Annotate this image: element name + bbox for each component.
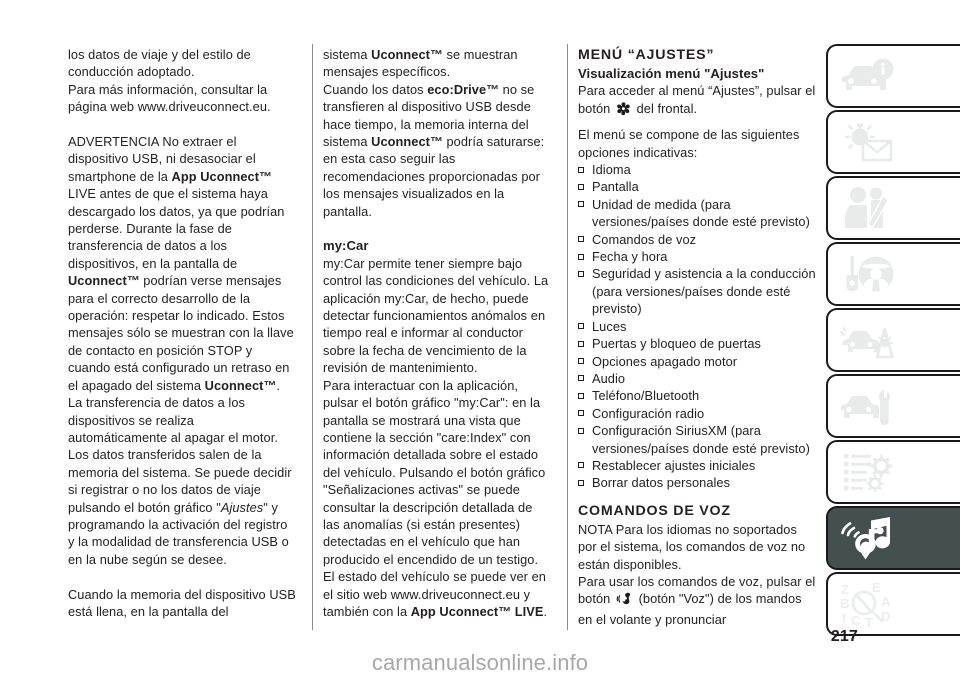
paragraph-menu-compone: El menú se compone de las siguientes opciones indicativas: [578,127,800,160]
square-bullet-icon [578,375,584,381]
key-steering-wheel-icon [836,250,900,298]
text-frag: se muestran mensajes específicos. [323,47,518,80]
square-bullet-icon [578,236,584,242]
sidebar-tab-emergency[interactable] [826,308,960,372]
list-item [578,318,818,335]
text-frag: no se transfieren al dispositivo USB desde hace tiempo, la memoria interna del sistema [323,81,535,150]
warning-paragraph [68,133,296,568]
list-item [578,248,818,265]
list-item-label: Seguridad y asistencia a la conducción (para versiones/países donde esté previsto) [592,266,816,317]
subsection-title-visualizacion: Visualización menú "Ajustes" [578,66,765,81]
warning-text-3: podrían verse mensajes para el correcto desarrollo de la operación: respetar lo indicado. Estos mensajes sólo se muestran con la llave de contacto en posición STOP y cuando está configurado un retraso en el apagado del sistema [68,273,294,393]
text-frag: Para interactuar con la aplicación, pulsar el botón gráfico "my:Car": en la pantalla se mostrará una vista que contiene la sección "care:Index" con información detallada sobre el estado del vehículo. Pulsando el botón gráfico "Señalizaciones activas" se puede consultar la descripción detallada de las anomalías (si están presentes) detectadas en el vehículo que han producido el encendido de un testigo. El estado del vehículo se puede ver en el sitio web www.driveuconnect.eu y también con la [323,377,546,619]
list-item [578,474,818,491]
warning-text-5: " y programando la activación del registro y la modalidad de transferencia USB o en la nube según se desee. [68,499,289,567]
svg-text:A: A [881,594,891,609]
dashboard-mail-icon [836,118,900,166]
uconnect-bold-2: Uconnect™ [68,273,140,289]
list-item-label: Configuración radio [592,405,705,421]
uconnect-bold-3: Uconnect™ [204,377,277,393]
multimedia-music-icon [836,514,900,562]
settings-menu-list [578,161,818,492]
text-frag: . [543,603,548,619]
chapter-tab-rail [826,44,960,636]
text-column-2 [323,46,551,620]
heading-mycar: my:Car [323,238,369,254]
list-item-label: Comandos de voz [592,231,697,247]
ajustes-italic: Ajustes [220,499,264,515]
square-bullet-icon [578,428,584,434]
svg-text:Z: Z [841,582,849,597]
list-item [578,265,818,317]
square-bullet-icon [578,254,584,260]
paragraph: los datos de viaje y del estilo de conducción adoptado. [68,47,251,80]
square-bullet-icon [578,201,584,207]
text-column-1 [68,46,296,620]
list-item [578,178,818,195]
ecodrive-bold: eco:Drive™ [427,81,500,97]
paragraph [323,377,551,621]
index-search-icon [836,580,900,628]
paragraph: Para más información, consultar la página web www.driveuconnect.eu. [68,81,271,115]
square-bullet-icon [578,410,584,416]
list-item [578,457,818,474]
square-bullet-icon [578,358,584,364]
warning-text-1: ADVERTENCIA No extraer el dispositivo USB, ni desasociar el smartphone de la [68,134,256,184]
square-bullet-icon [578,184,584,190]
list-item-label: Pantalla [592,179,639,195]
car-info-icon [836,52,900,100]
list-item [578,231,818,248]
text-frag: (botón "Voz") de los mandos en el volante y pronunciar [578,591,802,627]
paragraph: my:Car permite tener siempre bajo control las condiciones del vehículo. La aplicación my:Car, de hecho, puede detectar funcionamientos anómalos en tiempo real e informar al conductor sobre la fecha de vencimiento de la revisión de mantenimiento. [323,255,549,376]
list-item-label: Luces [592,318,627,334]
svg-text:B: B [840,596,850,611]
list-item [578,405,818,422]
page-columns [68,46,828,636]
section-title-comandos-de-voz: COMANDOS DE VOZ [578,502,731,519]
sidebar-tab-starting-driving[interactable] [826,242,960,306]
warning-text-2: LIVE antes de que el sistema haya descargado los datos, ya que podrían perderse. Durante la fase de transferencia de datos a los dispositivos, en la pantalla de [68,186,285,271]
page-number: 217 [830,628,858,645]
gear-icon [616,101,631,120]
sidebar-tab-car-info[interactable] [826,44,960,108]
warning-text-4: . La transferencia de datos a los dispositivos se realiza automáticamente al apagar el motor. Los datos transferidos salen de la memoria del sistema. Se puede decidir si registrar o no los datos de viaje pulsando el botón gráfico " [68,377,292,515]
text-frag: Cuando los datos [323,81,428,97]
car-warning-triangle-icon [836,316,900,364]
list-item [578,370,818,387]
square-bullet-icon [578,393,584,399]
watermark: carmanualsonline.info [371,650,589,675]
sidebar-tab-maintenance[interactable] [826,374,960,438]
svg-text:I: I [842,611,846,626]
paragraph [323,46,551,81]
list-item-label: Configuración SiriusXM (para versiones/países donde esté previsto) [592,423,810,456]
list-item [578,387,818,404]
specs-gears-icon [836,448,900,496]
list-item [578,353,818,370]
list-item-label: Audio [592,370,626,386]
paragraph-usar-comandos [578,573,818,628]
square-bullet-icon [578,341,584,347]
svg-text:D: D [881,609,891,624]
voice-button-icon [616,591,633,610]
app-uconnect-live-bold: App Uconnect™ LIVE [410,603,544,619]
seatbelt-passenger-icon [836,184,900,232]
list-item-label: Restablecer ajustes iniciales [592,457,756,473]
sidebar-tab-dashboard-mail[interactable] [826,110,960,174]
paragraph [323,81,551,220]
square-bullet-icon [578,462,584,468]
list-item-label: Borrar datos personales [592,475,731,491]
paragraph: Cuando la memoria del dispositivo USB está llena, en la pantalla del [68,586,296,619]
text-frag: del frontal. [632,100,698,116]
paragraph-acceder-menu [578,82,818,120]
sidebar-tab-safety[interactable] [826,176,960,240]
svg-text:C: C [851,613,861,628]
list-item-label: Teléfono/Bluetooth [592,388,700,404]
list-item [578,335,818,352]
text-frag: podría saturarse: en esta caso seguir las recomendaciones proporcionadas por los mensajes visualizados en la pantalla. [323,134,545,219]
list-item-label: Fecha y hora [592,249,668,265]
square-bullet-icon [578,167,584,173]
svg-text:E: E [872,580,881,595]
uconnect-bold: Uconnect™ [371,47,443,62]
list-item [578,161,818,178]
sidebar-tab-multimedia[interactable] [826,506,960,570]
list-item-label: Idioma [592,162,631,178]
square-bullet-icon [578,323,584,329]
list-item-label: Unidad de medida (para versiones/países donde esté previsto) [592,196,810,230]
uconnect-bold: Uconnect™ [371,134,443,150]
square-bullet-icon [578,480,584,486]
app-uconnect-bold-1: App Uconnect™ [171,168,272,184]
paragraph-nota: NOTA Para los idiomas no soportados por el sistema, los comandos de voz no están disponibles. [578,521,806,572]
square-bullet-icon [578,271,584,277]
text-frag: Para usar los comandos de voz, pulsar el botón [578,573,816,607]
svg-text:T: T [865,615,873,628]
list-item-label: Opciones apagado motor [592,353,738,369]
text-frag: Para acceder al menú “Ajustes”, pulsar el botón [578,83,816,116]
text-column-3 [578,46,818,628]
list-item-label: Puertas y bloqueo de puertas [592,336,761,352]
list-item [578,422,818,457]
sidebar-tab-specifications[interactable] [826,440,960,504]
car-wrench-icon [836,382,900,430]
section-title-menu-ajustes: MENÚ “AJUSTES” [578,47,715,63]
text-frag: sistema [323,47,372,62]
list-item [578,196,818,231]
sidebar-tab-index[interactable] [826,572,960,636]
